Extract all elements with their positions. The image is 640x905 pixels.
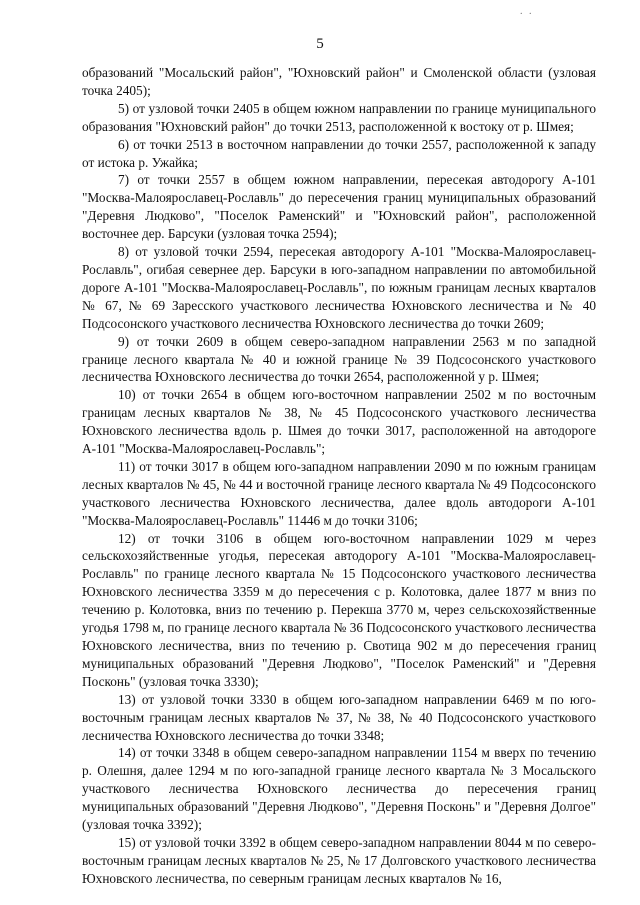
- paragraph-item-12: 12) от точки 3106 в общем юго-восточном направлении 1029 м через сельскохозяйственные угодья, пересекая автодорогу А-101 "Москва-Малоярославец-Рославль" по границе лесного квартала № 15 Подсосонского участкового лесничества Юхновского лесничества 3359 м до пересечения с р. Колотовка, далее 1877 м вниз по течению р. Колотовка, вниз по течению р. Перекша 3770 м, через сельскохозяйственные угодья 1798 м, по границе лесного квартала № 36 Подсосонского участкового лесничества Юхновского лесничества, вниз по течению р. Свотица 902 м до пересечения границ муниципальных образований "Деревня Людково", "Поселок Раменский" и "Деревня Посконь" (узловая точка 3330);: [82, 530, 596, 689]
- paragraph-item-15: 15) от узловой точки 3392 в общем северо-западном направлении 8044 м по северо-восточным границам лесных кварталов № 25, № 17 Долговского участкового лесничества Юхновского лесничества, по северным границам лесных кварталов № 16,: [82, 834, 596, 886]
- paragraph-item-14: 14) от точки 3348 в общем северо-западном направлении 1154 м вверх по течению р. Олешня, далее 1294 м по юго-западной границе лесного квартала № 3 Мосальского участкового лесничества Юхновского лесничества до пересечения границ муниципальных образований "Деревня Людково", "Деревня Посконь" и "Деревня Долгое" (узловая точка 3392);: [82, 745, 596, 833]
- paragraph-item-10: 10) от точки 2654 в общем юго-восточном направлении 2502 м по восточным границам лесных кварталов № 38, № 45 Подсосонского участкового лесничества Юхновского лесничества вдоль р. Шмея до точки 3017, расположенной на автодороге А-101 "Москва-Малоярославец-Рославль";: [82, 387, 596, 457]
- paragraph-item-9: 9) от точки 2609 в общем северо-западном направлении 2563 м по западной границе лесного квартала № 40 и южной границе № 39 Подсосонского участкового лесничества Юхновского лесничества до точки 2654, расположенной у р. Шмея;: [82, 333, 596, 385]
- paragraph-item-7: 7) от точки 2557 в общем южном направлении, пересекая автодорогу А-101 "Москва-Малоярославец-Рославль" до пересечения границ муниципальных образований "Деревня Людково", "Поселок Раменский" и "Юхновский район", расположенной восточнее дер. Барсуки (узловая точка 2594);: [82, 172, 596, 242]
- top-scan-marks: . .: [520, 6, 534, 17]
- paragraph-continuation: образований "Мосальский район", "Юхновский район" и Смоленской области (узловая точка 2405);: [82, 65, 596, 98]
- paragraph-item-6: 6) от точки 2513 в восточном направлении до точки 2557, расположенной к западу от истока р. Ужайка;: [82, 136, 596, 170]
- paragraph-item-13: 13) от узловой точки 3330 в общем юго-западном направлении 6469 м по юго-восточным границам лесных кварталов № 37, № 38, № 40 Подсосонского участкового лесничества Юхновского лесничества до точки 3348;: [82, 691, 596, 743]
- paragraph-item-11: 11) от точки 3017 в общем юго-западном направлении 2090 м по южным границам лесных кварталов № 45, № 44 и восточной границе лесного квартала № 49 Подсосонского участкового лесничества Юхновского лесничества, далее вдоль автодороги А-101 "Москва-Малоярославец-Рославль" 11446 м до точки 3106;: [82, 458, 596, 528]
- document-body: [82, 64, 596, 888]
- paragraph-item-8: 8) от узловой точки 2594, пересекая автодорогу А-101 "Москва-Малоярославец-Рославль", огибая севернее дер. Барсуки в юго-западном направлении по автомобильной дороге А-101 "Москва-Малоярославец-Рославль", по южным границам лесных кварталов № 67, № 69 Заресского участкового лесничества Юхновского лесничества и № 40 Подсосонского участкового лесничества Юхновского лесничества до точки 2609;: [82, 244, 596, 331]
- page-number: 5: [316, 36, 324, 52]
- paragraph-item-5: 5) от узловой точки 2405 в общем южном направлении по границе муниципального образования "Юхновский район" до точки 2513, расположенной к востоку от р. Шмея;: [82, 100, 596, 134]
